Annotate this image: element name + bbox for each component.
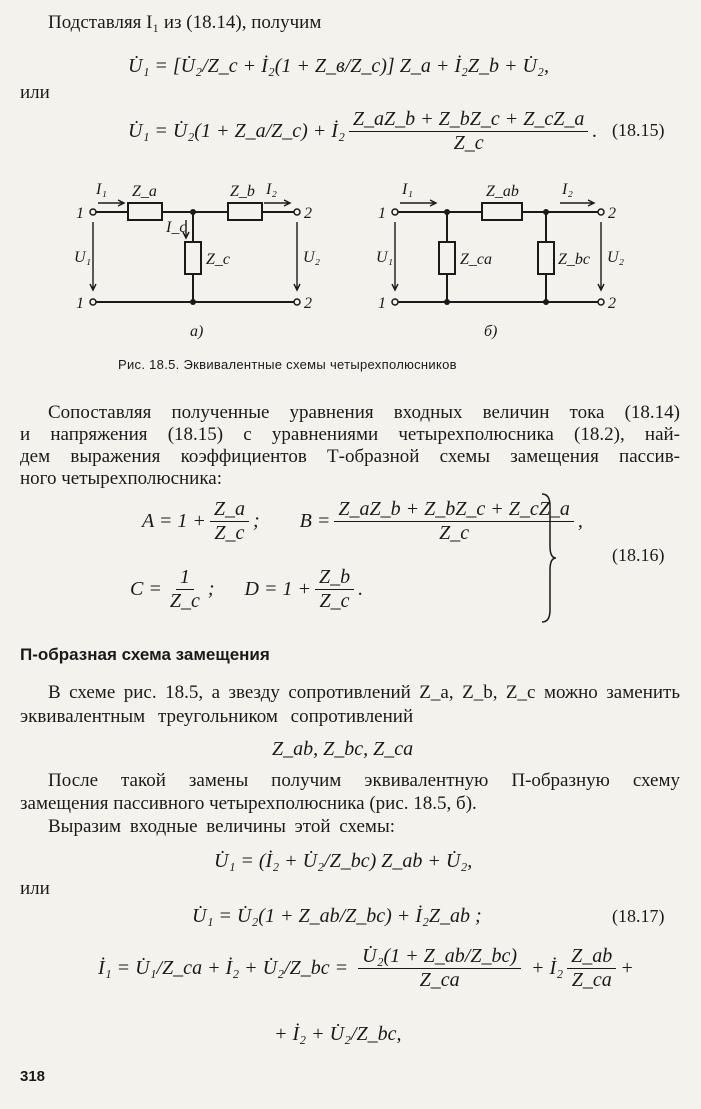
eq-17c-end: + [620,957,634,979]
or-word-1: или [20,82,50,103]
fig-b-label-zca: Z_ca [460,251,492,268]
fig-b-label-u1: U₁ [376,249,394,266]
fig-a-label-za: Z_a [132,183,157,200]
fig-a-label-node-1-bottom: 1 [76,295,84,312]
eq-18-15-denominator: Z_c [453,132,484,154]
fig-b-sublabel: б) [484,323,498,340]
equation-18-15: U̇₁ = U̇₂(1 + Z_a/Z_c) + İ₂ $\frac{Z\_aZ\_b + Z\_bZ\_c + Z\_cZ\_a}{Z\_c}$ . [128,108,598,154]
para1-line-4: ного четырехполюсника: [20,468,222,489]
equation-18-17d: + İ₂ + U̇₂/Z_bc, [274,1023,402,1045]
section-heading: П-образная схема замещения [20,645,270,664]
fig-a-sublabel: а) [190,323,204,340]
eq-a-separator: ; [252,510,260,532]
eq-a-left: A = 1 + [142,510,206,532]
equation-18-16-row-1 [142,498,583,545]
page-number: 318 [20,1068,46,1085]
eq-b-separator: , [577,510,583,532]
fig-a-label-zc: Z_c [206,251,230,268]
eq-18-15-fraction [349,108,588,155]
eq-c-left: C = [130,578,162,600]
eq-17c-fraction-2 [567,945,616,992]
fig-b-label-node-1-bottom: 1 [378,295,386,312]
triangle-impedances: Z_ab, Z_bc, Z_ca [272,738,414,760]
equation-number-18-16: (18.16) [612,545,665,565]
fig-a-label-node-1-top: 1 [76,205,84,222]
para3-line-3: Выразим входные величины этой схемы: [48,816,395,837]
figure-18-5 [0,170,701,360]
eq-17c-numerator-2: Z_ab [567,945,616,969]
eq-17c-middle: + İ₂ [531,957,564,979]
eq-c-denominator: Z_c [169,590,200,612]
eq-c-numerator: 1 [176,566,194,590]
eq-d-denominator: Z_c [319,590,350,612]
eq-18-15-numerator: Z_aZ_b + Z_bZ_c + Z_cZ_a [349,108,588,132]
equation-18-17c [98,945,634,992]
eq-d-fraction [315,566,354,613]
fig-b-label-i1: I₁ [402,181,413,198]
fig-b-label-node-1-top: 1 [378,205,386,222]
fig-a-label-i1: I₁ [96,181,107,198]
fig-b-label-u2: U₂ [607,249,625,266]
fig-b-label-node-2-bottom: 2 [608,295,616,312]
eq-d-left: D = 1 + [244,578,311,600]
eq-c-separator: ; [207,578,215,600]
fig-a-label-i2: I₂ [266,181,277,198]
para2-line-1: В схеме рис. 18.5, а звезду сопротивлений Z_a, Z_b, Z_c можно заменить [48,682,680,703]
or-word-2: или [20,878,50,899]
fig-b-label-node-2-top: 2 [608,205,616,222]
para3-line-2: замещения пассивного четырехполюсника (рис. 18.5, б). [20,793,477,814]
eq-d-numerator: Z_b [315,566,354,590]
figure-caption: Рис. 18.5. Эквивалентные схемы четырехполюсников [118,357,457,372]
fig-a-label-zb: Z_b [230,183,255,200]
para2-line-2: эквивалентным треугольником сопротивлений [20,706,414,727]
eq-17c-left: İ₁ = U̇₁/Z_ca + İ₂ + U̇₂/Z_bc = [98,957,349,979]
eq-17c-denominator-1: Z_ca [419,969,460,991]
equation-number-18-15: (18.15) [612,120,665,140]
fig-a-label-u2: U₂ [303,249,321,266]
fig-a-label-node-2-bottom: 2 [304,295,312,312]
eq-a-numerator: Z_a [210,498,249,522]
fig-a-label-u1: U₁ [74,249,92,266]
fig-b-label-i2: I₂ [562,181,573,198]
para3-line-1: После такой замены получим эквивалентную П-образную схему [48,770,680,791]
eq-17c-numerator-1: U̇₂(1 + Z_ab/Z_bc) [358,945,521,969]
equation-18-17b: U̇₁ = U̇₂(1 + Z_ab/Z_bc) + İ₂Z_ab ; [192,905,482,927]
fig-b-label-zab: Z_ab [486,183,519,200]
eq-c-fraction [166,566,204,613]
para1-line-1: Сопоставляя полученные уравнения входных величин тока (18.14) [48,402,680,423]
eq-17c-fraction-1 [358,945,521,992]
eq-b-denominator: Z_c [439,522,470,544]
equation-18-17a: U̇₁ = (İ₂ + U̇₂/Z_bc) Z_ab + U̇₂, [214,850,473,872]
intro-text: Подставляя I₁ из (18.14), получим [48,12,322,33]
equation-1: U̇₁ = [U̇₂/Z_c + İ₂(1 + Z_в/Z_c)] Z_a + İ₂Z_b + U̇₂, [128,55,549,77]
fig-a-label-ic: I_c [166,219,187,236]
eq-b-left: B = [299,510,331,532]
eq-a-fraction [210,498,249,545]
para1-line-2: и напряжения (18.15) с уравнениями четырехполюсника (18.2), най- [20,424,680,445]
para1-line-3: дем выражения коэффициентов Т-образной схемы замещения пассив- [20,446,680,467]
fig-b-label-zbc: Z_bc [558,251,590,268]
eq-b-numerator: Z_aZ_b + Z_bZ_c + Z_cZ_a [334,498,573,522]
eq-17c-denominator-2: Z_ca [571,969,612,991]
equation-number-18-17: (18.17) [612,906,665,926]
eq-d-separator: . [358,578,364,600]
fig-a-label-node-2-top: 2 [304,205,312,222]
eq-18-15-left: U̇₁ = U̇₂(1 + Z_a/Z_c) + İ₂ [128,120,345,142]
equation-brace [538,492,558,624]
equation-18-16-row-2 [130,566,363,613]
eq-a-denominator: Z_c [214,522,245,544]
